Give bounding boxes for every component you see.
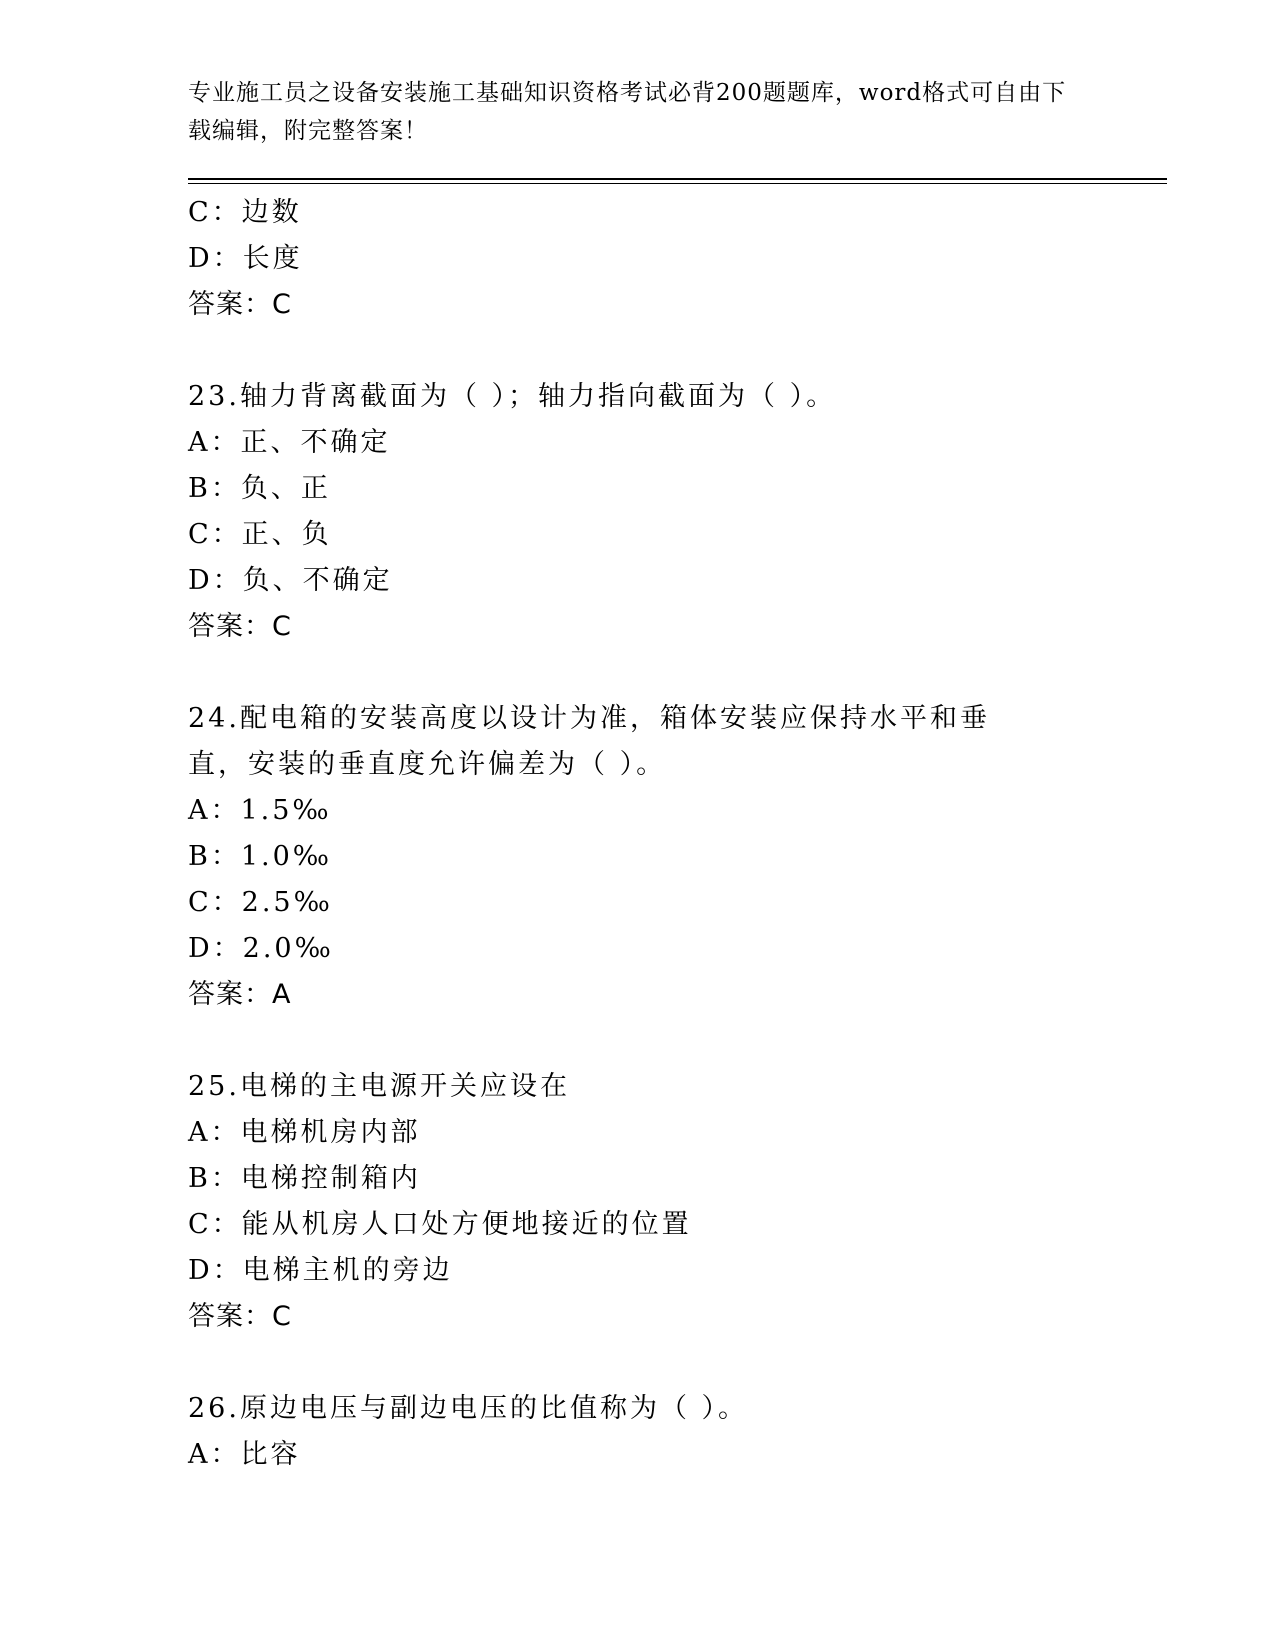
answer: 答案：C [188, 611, 292, 642]
option-d: D：电梯主机的旁边 [188, 1255, 453, 1286]
option-d: D：负、不确定 [188, 565, 393, 596]
question-25 [188, 1064, 1088, 1340]
option-b: B：电梯控制箱内 [188, 1163, 421, 1194]
question-24 [188, 696, 1088, 1018]
question-title: 26.原边电压与副边电压的比值称为（ ）。 [188, 1393, 749, 1424]
option-b: B：负、正 [188, 473, 331, 504]
option-a: A：1.5‰ [188, 795, 332, 826]
document-header: 专业施工员之设备安装施工基础知识资格考试必背200题题库，word格式可自由下载编辑，附完整答案！ [188, 80, 1067, 144]
answer: 答案：C [188, 289, 292, 320]
header-divider-thin [188, 183, 1167, 184]
option-c: C：2.5‰ [188, 887, 333, 918]
question-title: 23.轴力背离截面为（ ）；轴力指向截面为（ ）。 [188, 381, 837, 412]
question-22-tail [188, 190, 1088, 328]
option-b: B：1.0‰ [188, 841, 333, 872]
option-d: D：2.0‰ [188, 933, 334, 964]
answer: 答案：C [188, 1301, 292, 1332]
option-a: A：电梯机房内部 [188, 1117, 421, 1148]
option-a: A：正、不确定 [188, 427, 391, 458]
header-divider-thick [188, 178, 1167, 180]
question-23 [188, 374, 1088, 650]
question-list [188, 190, 1088, 1478]
option-d: D：长度 [188, 243, 303, 274]
question-title: 25.电梯的主电源开关应设在 [188, 1071, 570, 1102]
option-c: C：边数 [188, 197, 302, 228]
question-26 [188, 1386, 1088, 1478]
question-title: 24.配电箱的安装高度以设计为准，箱体安装应保持水平和垂直，安装的垂直度允许偏差为（ ）。 [188, 703, 990, 780]
answer: 答案：A [188, 979, 292, 1010]
option-a: A：比容 [188, 1439, 301, 1470]
option-c: C：能从机房人口处方便地接近的位置 [188, 1209, 692, 1240]
option-c: C：正、负 [188, 519, 332, 550]
